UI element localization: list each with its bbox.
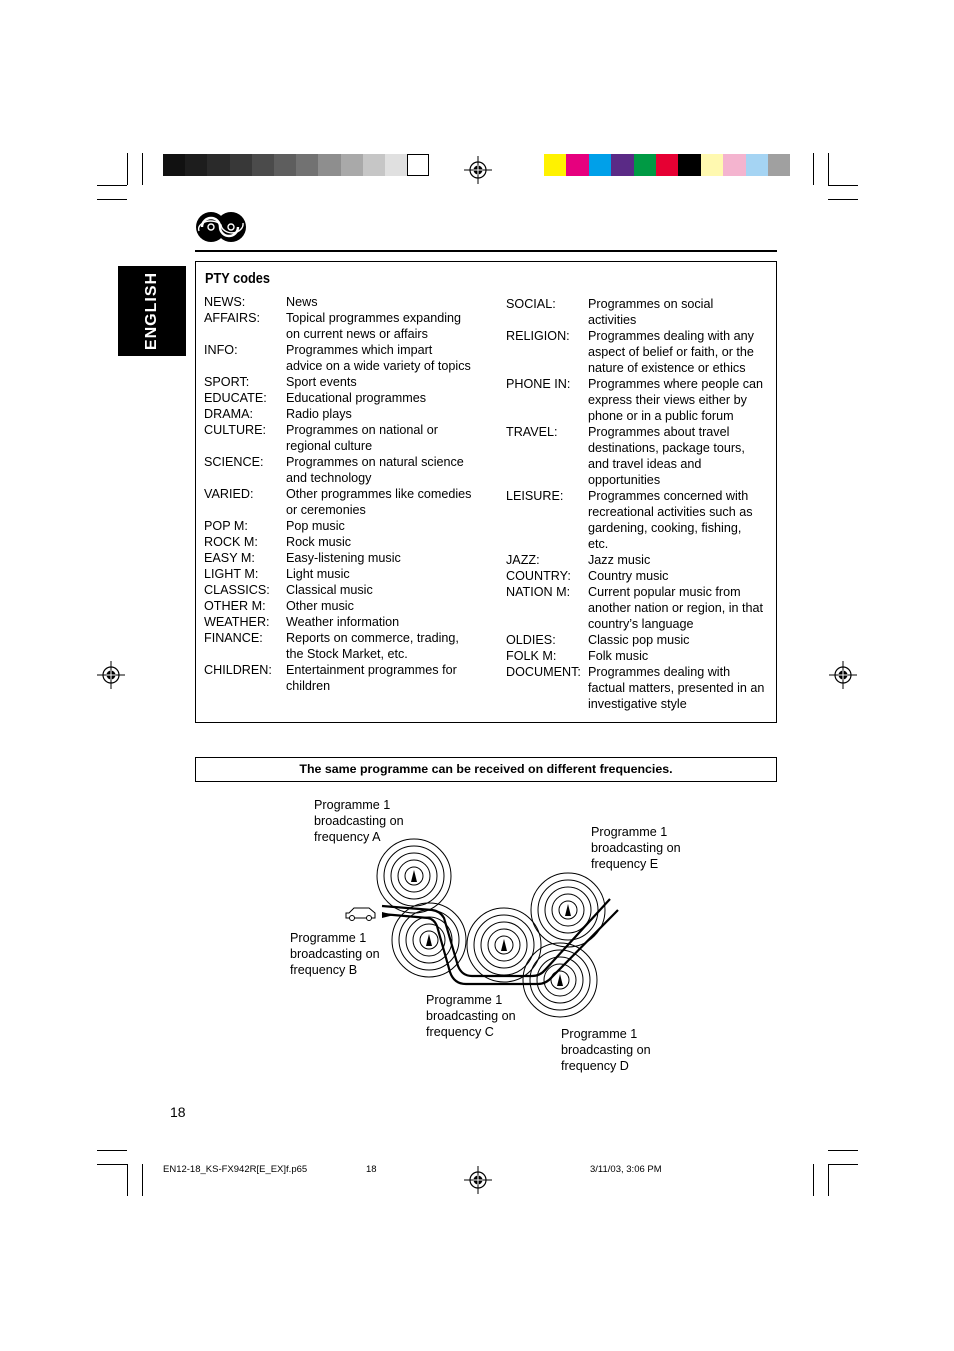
pty-description bbox=[286, 534, 489, 550]
pty-description bbox=[286, 566, 489, 582]
label-line: broadcasting on bbox=[561, 1043, 651, 1057]
pty-description-line: phone or in a public forum bbox=[588, 409, 734, 423]
label-line: frequency E bbox=[591, 857, 659, 871]
pty-description bbox=[588, 648, 772, 664]
pty-code: LEISURE: bbox=[506, 489, 564, 503]
pty-entry bbox=[204, 374, 489, 390]
color-swatch bbox=[274, 154, 296, 176]
pty-entry bbox=[506, 552, 772, 568]
pty-description-line: on current news or affairs bbox=[286, 327, 428, 341]
pty-entry bbox=[204, 518, 489, 534]
pty-description bbox=[286, 374, 489, 390]
pty-code: CLASSICS: bbox=[204, 583, 270, 597]
label-line: frequency A bbox=[314, 830, 381, 844]
label-line: frequency C bbox=[426, 1025, 494, 1039]
pty-description bbox=[588, 632, 772, 648]
color-swatch bbox=[318, 154, 340, 176]
pty-description bbox=[286, 614, 489, 630]
pty-description bbox=[286, 662, 489, 694]
pty-code: COUNTRY: bbox=[506, 569, 571, 583]
pty-code: NEWS: bbox=[204, 295, 246, 309]
label-frequency-d bbox=[561, 1026, 651, 1074]
pty-code: DOCUMENT: bbox=[506, 665, 581, 679]
label-line: broadcasting on bbox=[314, 814, 404, 828]
pty-description-line: factual matters, presented in an bbox=[588, 681, 765, 695]
pty-description-line: aspect of belief or faith, or the bbox=[588, 345, 754, 359]
color-swatch bbox=[678, 154, 700, 176]
color-swatch bbox=[341, 154, 363, 176]
pty-description bbox=[286, 598, 489, 614]
footer-date: 3/11/03, 3:06 PM bbox=[590, 1164, 662, 1175]
pty-description bbox=[588, 568, 772, 584]
pty-description-line: Programmes on national or bbox=[286, 423, 438, 437]
pty-code: JAZZ: bbox=[506, 553, 540, 567]
color-swatch bbox=[566, 154, 588, 176]
pty-description-line: Programmes which impart bbox=[286, 343, 433, 357]
color-swatch bbox=[611, 154, 633, 176]
pty-description-line: Country music bbox=[588, 569, 669, 583]
pty-description-line: advice on a wide variety of topics bbox=[286, 359, 471, 373]
pty-entry bbox=[506, 568, 772, 584]
pty-entry bbox=[204, 454, 489, 486]
label-frequency-e bbox=[591, 824, 681, 872]
registration-target-icon bbox=[464, 1166, 492, 1194]
pty-description-line: Other programmes like comedies bbox=[286, 487, 472, 501]
pty-code: SPORT: bbox=[204, 375, 250, 389]
pty-description-line: Other music bbox=[286, 599, 354, 613]
pty-description bbox=[286, 486, 489, 518]
pty-description bbox=[286, 294, 489, 310]
color-swatch bbox=[746, 154, 768, 176]
pty-description bbox=[286, 630, 489, 662]
pty-entry bbox=[204, 598, 489, 614]
pty-description bbox=[588, 296, 772, 328]
pty-code: NATION M: bbox=[506, 585, 571, 599]
pty-entry bbox=[204, 390, 489, 406]
color-swatch bbox=[230, 154, 252, 176]
pty-description-line: regional culture bbox=[286, 439, 373, 453]
pty-codes-right-column bbox=[506, 296, 772, 712]
pty-code: FOLK M: bbox=[506, 649, 557, 663]
color-swatch bbox=[185, 154, 207, 176]
pty-entry bbox=[506, 648, 772, 664]
pty-description bbox=[286, 422, 489, 454]
pty-description-line: express their views either by bbox=[588, 393, 747, 407]
color-swatch bbox=[296, 154, 318, 176]
pty-description-line: Programmes dealing with bbox=[588, 665, 731, 679]
diagram-caption: The same programme can be received on different frequencies. bbox=[195, 757, 777, 782]
label-frequency-b bbox=[290, 930, 380, 978]
color-swatch bbox=[544, 154, 566, 176]
pty-code: INFO: bbox=[204, 343, 238, 357]
pty-description bbox=[286, 342, 489, 374]
pty-description-line: Pop music bbox=[286, 519, 345, 533]
pty-description-line: Programmes on social bbox=[588, 297, 714, 311]
pty-description bbox=[588, 552, 772, 568]
pty-entry bbox=[506, 488, 772, 552]
pty-description bbox=[588, 328, 772, 376]
pty-entry bbox=[506, 664, 772, 712]
color-swatch bbox=[701, 154, 723, 176]
label-frequency-a bbox=[314, 797, 404, 845]
color-swatch bbox=[163, 154, 185, 176]
pty-entry bbox=[204, 550, 489, 566]
pty-description-line: Classic pop music bbox=[588, 633, 690, 647]
pty-description-line: Rock music bbox=[286, 535, 352, 549]
pty-entry bbox=[204, 406, 489, 422]
color-swatch bbox=[363, 154, 385, 176]
pty-description-line: Programmes dealing with any bbox=[588, 329, 754, 343]
pty-description-line: Current popular music from bbox=[588, 585, 741, 599]
pty-description-line: investigative style bbox=[588, 697, 687, 711]
label-line: broadcasting on bbox=[290, 947, 380, 961]
pty-description-line: and technology bbox=[286, 471, 372, 485]
pty-description bbox=[588, 424, 772, 488]
rds-logo-icon bbox=[195, 209, 247, 245]
pty-code: AFFAIRS: bbox=[204, 311, 260, 325]
pty-description-line: nature of existence or ethics bbox=[588, 361, 746, 375]
pty-description-line: Folk music bbox=[588, 649, 649, 663]
pty-description-line: Programmes on natural science bbox=[286, 455, 464, 469]
color-swatch bbox=[768, 154, 790, 176]
pty-description-line: Reports on commerce, trading, bbox=[286, 631, 459, 645]
pty-code: WEATHER: bbox=[204, 615, 270, 629]
pty-description-line: children bbox=[286, 679, 331, 693]
pty-entry bbox=[506, 376, 772, 424]
language-tab-label: ENGLISH bbox=[143, 271, 160, 351]
pty-code: ROCK M: bbox=[204, 535, 258, 549]
pty-entry bbox=[204, 534, 489, 550]
pty-entry bbox=[204, 294, 489, 310]
pty-description-line: Topical programmes expanding bbox=[286, 311, 462, 325]
pty-description bbox=[286, 518, 489, 534]
pty-entry bbox=[204, 662, 489, 694]
pty-entry bbox=[204, 342, 489, 374]
color-swatch bbox=[385, 154, 407, 176]
pty-entry bbox=[204, 614, 489, 630]
pty-code: LIGHT M: bbox=[204, 567, 259, 581]
pty-entry bbox=[204, 566, 489, 582]
label-line: Programme 1 bbox=[290, 931, 367, 945]
color-swatch bbox=[723, 154, 745, 176]
pty-description bbox=[286, 390, 489, 406]
pty-code: DRAMA: bbox=[204, 407, 253, 421]
section-rule bbox=[195, 250, 777, 252]
pty-description bbox=[588, 488, 772, 552]
color-swatch bbox=[207, 154, 229, 176]
pty-description bbox=[588, 584, 772, 632]
color-swatch bbox=[252, 154, 274, 176]
label-line: Programme 1 bbox=[426, 993, 503, 1007]
pty-description-line: Radio plays bbox=[286, 407, 352, 421]
pty-description-line: opportunities bbox=[588, 473, 661, 487]
pty-code: VARIED: bbox=[204, 487, 254, 501]
pty-description bbox=[286, 406, 489, 422]
pty-description bbox=[286, 310, 489, 342]
pty-description-line: Weather information bbox=[286, 615, 400, 629]
pty-description-line: Programmes where people can bbox=[588, 377, 764, 391]
pty-description-line: News bbox=[286, 295, 318, 309]
pty-description-line: Educational programmes bbox=[286, 391, 427, 405]
label-line: frequency D bbox=[561, 1059, 629, 1073]
pty-description-line: Programmes concerned with bbox=[588, 489, 749, 503]
pty-description-line: Jazz music bbox=[588, 553, 651, 567]
car-icon bbox=[346, 908, 394, 921]
pty-entry bbox=[204, 486, 489, 518]
pty-entry bbox=[204, 582, 489, 598]
label-line: Programme 1 bbox=[561, 1027, 638, 1041]
pty-entry bbox=[506, 424, 772, 488]
pty-description-line: Light music bbox=[286, 567, 350, 581]
label-line: Programme 1 bbox=[314, 798, 391, 812]
label-frequency-c bbox=[426, 992, 516, 1040]
pty-description-line: the Stock Market, etc. bbox=[286, 647, 408, 661]
color-swatch bbox=[589, 154, 611, 176]
pty-code: SCIENCE: bbox=[204, 455, 264, 469]
registration-target-icon bbox=[97, 661, 125, 689]
pty-code: CULTURE: bbox=[204, 423, 267, 437]
pty-code: EASY M: bbox=[204, 551, 255, 565]
pty-description-line: Programmes about travel bbox=[588, 425, 730, 439]
color-swatch bbox=[656, 154, 678, 176]
pty-code: PHONE IN: bbox=[506, 377, 571, 391]
page-number: 18 bbox=[170, 1104, 186, 1120]
footer-filename: EN12-18_KS-FX942R[E_EX]f.p65 bbox=[163, 1164, 308, 1175]
pty-description-line: Easy-listening music bbox=[286, 551, 401, 565]
pty-code: CHILDREN: bbox=[204, 663, 272, 677]
pty-codes-left-column bbox=[204, 294, 489, 694]
pty-description bbox=[286, 550, 489, 566]
pty-code: POP M: bbox=[204, 519, 248, 533]
pty-code: TRAVEL: bbox=[506, 425, 558, 439]
pty-entry bbox=[204, 422, 489, 454]
pty-code: RELIGION: bbox=[506, 329, 570, 343]
pty-entry bbox=[506, 328, 772, 376]
pty-description-line: and travel ideas and bbox=[588, 457, 702, 471]
registration-target-icon bbox=[829, 661, 857, 689]
road-path bbox=[382, 899, 618, 984]
label-line: broadcasting on bbox=[591, 841, 681, 855]
pty-entry bbox=[506, 584, 772, 632]
pty-description-line: Classical music bbox=[286, 583, 373, 597]
pty-description bbox=[286, 582, 489, 598]
pty-description-line: or ceremonies bbox=[286, 503, 366, 517]
pty-code: OLDIES: bbox=[506, 633, 556, 647]
pty-description-line: another nation or region, in that bbox=[588, 601, 764, 615]
color-swatch bbox=[634, 154, 656, 176]
pty-description-line: destinations, package tours, bbox=[588, 441, 745, 455]
pty-entry bbox=[204, 310, 489, 342]
pty-entry bbox=[204, 630, 489, 662]
label-line: broadcasting on bbox=[426, 1009, 516, 1023]
pty-description bbox=[588, 664, 772, 712]
pty-description-line: Entertainment programmes for bbox=[286, 663, 457, 677]
pty-description-line: etc. bbox=[588, 537, 609, 551]
pty-description-line: gardening, cooking, fishing, bbox=[588, 521, 742, 535]
pty-description bbox=[588, 376, 772, 424]
pty-description-line: country’s language bbox=[588, 617, 694, 631]
label-line: frequency B bbox=[290, 963, 358, 977]
label-line: Programme 1 bbox=[591, 825, 668, 839]
registration-target-icon bbox=[464, 156, 492, 184]
pty-code: FINANCE: bbox=[204, 631, 263, 645]
footer-page: 18 bbox=[366, 1164, 377, 1175]
color-swatch bbox=[407, 154, 429, 176]
language-tab bbox=[118, 266, 186, 356]
pty-description-line: Sport events bbox=[286, 375, 357, 389]
pty-description bbox=[286, 454, 489, 486]
pty-description-line: activities bbox=[588, 313, 637, 327]
section-title: PTY codes bbox=[205, 270, 270, 287]
pty-code: EDUCATE: bbox=[204, 391, 267, 405]
pty-code: OTHER M: bbox=[204, 599, 266, 613]
pty-entry bbox=[506, 632, 772, 648]
pty-description-line: recreational activities such as bbox=[588, 505, 753, 519]
pty-code: SOCIAL: bbox=[506, 297, 556, 311]
pty-entry bbox=[506, 296, 772, 328]
